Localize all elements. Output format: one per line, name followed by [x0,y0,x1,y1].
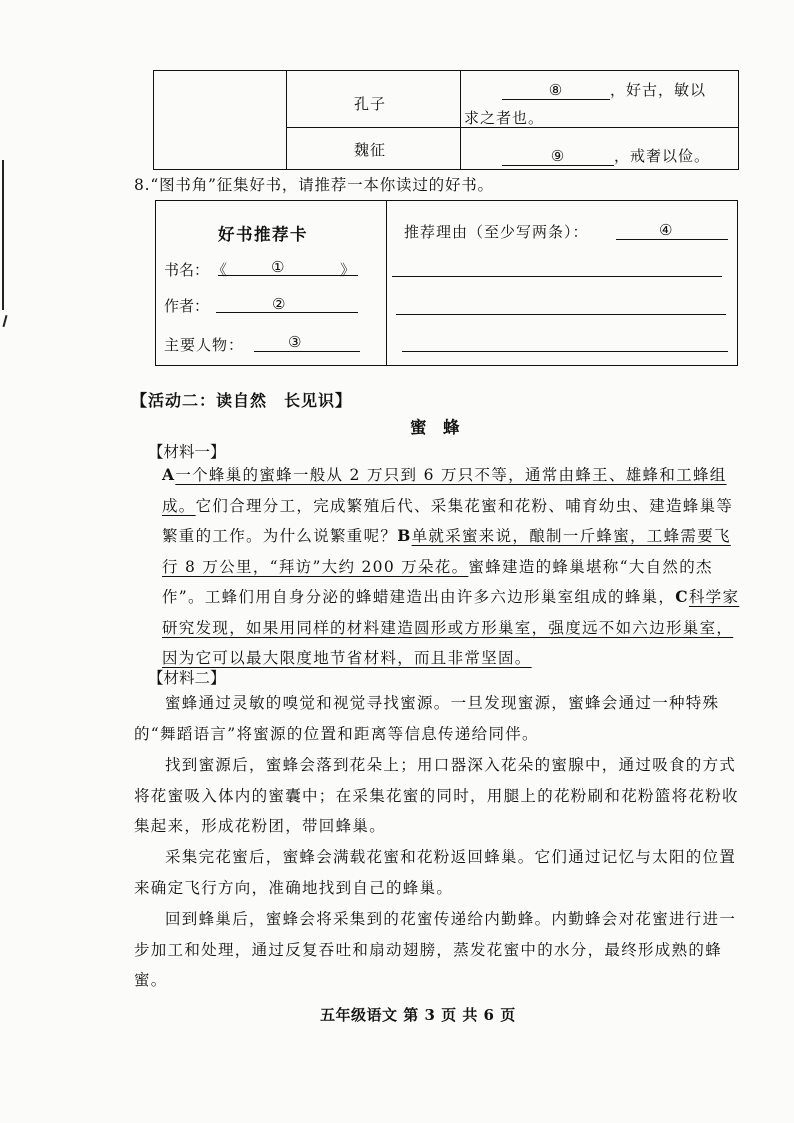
author-label: 作者： [164,297,210,315]
material-2-label: 【材料二】 [148,669,226,687]
material-2-p4: 回到蜂巢后，蜜蜂会将采集到的花蜜传递给内勤蜂。内勤蜂会对花蜜进行进一步加工和处理，通过反复吞吐和扇动翅膀，蒸发花蜜中的水分，最终形成熟的蜂蜜。 [134,910,737,989]
material-1-paragraph [162,460,740,674]
table-quote-1 [502,79,706,100]
sentence-b: 单就采蜜来说，酿制一斤蜂蜜，工蜂需要飞行 8 万公里，“拜访”大约 200 万朵花。 [162,527,731,576]
marker-b: B [397,526,412,545]
blank-number: ⑧ [548,81,564,99]
blank-3: ③ [288,333,302,351]
author-blank[interactable] [216,312,358,313]
margin-mark [2,160,4,310]
quote-text: ，好古，敏以 [610,81,707,99]
card-divider [386,201,387,365]
material-2-p1: 蜜蜂通过灵敏的嗅觉和视觉寻找蜜源。一旦发现蜜源，蜜蜂会通过一种特殊的“舞蹈语言”将蜜源的位置和距离等信息传递给同伴。 [134,694,720,743]
sentence-mid2: 蜜蜂建造的蜂巢堪称“大自然的杰作”。工蜂们用自身分泌的蜂蜡建造出由许多六边形巢室组成的蜂巢， [162,557,713,606]
table-divider [286,71,287,169]
reason-blank-1[interactable] [616,239,728,240]
blank-8[interactable] [502,81,610,100]
reason-blank-2[interactable] [392,276,722,277]
book-close-bracket: 》 [340,261,356,279]
question-8: 8.“图书角”征集好书，请推荐一本你读过的好书。 [134,176,494,194]
book-name-label: 书名： [164,261,210,279]
marker-c: C [675,587,689,606]
marker-a: A [162,465,176,484]
book-recommend-card [155,200,738,366]
margin-mark-small [2,315,7,327]
activity-2-heading: 【活动二：读自然 长见识】 [131,391,353,410]
sentence-a: 一个蜂巢的蜜蜂一般从 2 万只到 6 万只不等，通常由蜂王、雄蜂和工蜂组成。 [162,466,727,515]
sentence-mid: 它们合理分工，完成繁殖后代、采集花蜜和花粉、哺育幼虫、建造蜂巢等繁重的工作。为什么说繁重呢？ [162,496,734,545]
blank-number: ⑨ [550,147,566,165]
blank-4: ④ [659,221,673,239]
quote-text: ，戒奢以俭。 [614,147,711,165]
characters-blank[interactable] [254,351,360,352]
blank-9[interactable] [502,147,614,166]
quote-table [153,70,739,170]
table-quote-2 [502,145,710,166]
reason-label: 推荐理由（至少写两条）： [404,223,589,241]
reason-blank-3[interactable] [396,314,726,315]
material-2-p3: 采集完花蜜后，蜜蜂会满载花蜜和花粉返回蜂巢。它们通过记忆与太阳的位置来确定飞行方向，准确地找到自己的蜂巢。 [134,848,737,897]
table-divider [460,71,461,169]
book-open-bracket: 《 [212,261,228,279]
reason-blank-4[interactable] [402,351,728,352]
blank-2: ② [272,295,286,313]
blank-1: ① [271,258,285,276]
sentence-c: 科学家研究发现，如果用同样的材料建造圆形或方形巢室，强度远不如六边形巢室，因为它可以最大限度地节省材料，而且非常坚固。 [162,588,740,667]
characters-label: 主要人物： [164,336,245,354]
card-title: 好书推荐卡 [218,225,308,244]
table-quote-1b: 求之者也。 [464,109,545,127]
table-name-weizheng: 魏征 [354,141,387,159]
material-2-p2: 找到蜜源后，蜜蜂会落到花朵上；用口器深入花朵的蜜腺中，通过吸食的方式将花蜜吸入体内的蜜囊中；在采集花蜜的同时，用腿上的花粉刷和花粉篮将花粉收集起来，形成花粉团，带回蜂巢。 [134,756,739,835]
page-footer: 五年级语文 第 3 页 共 6 页 [320,1006,516,1024]
book-name-blank[interactable] [218,275,358,276]
table-name-confucius: 孔子 [354,95,387,113]
article-title: 蜜 蜂 [410,418,460,437]
material-1-label: 【材料一】 [148,443,226,461]
